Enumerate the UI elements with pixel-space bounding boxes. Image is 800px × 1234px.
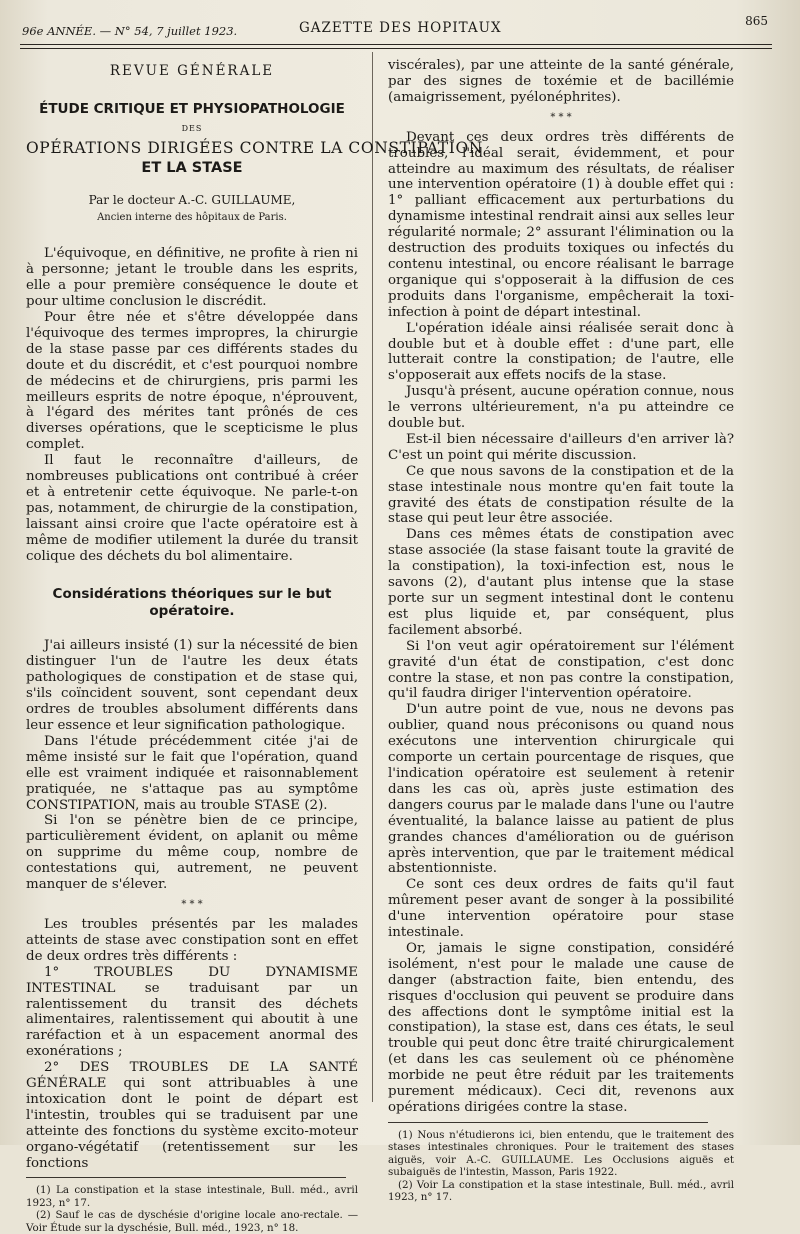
footnote-rule <box>388 1122 708 1123</box>
paragraph: Ce que nous savons de la constipation et de la stase intestinale nous montre qu'en fait toute la gravité des états de constipation résulte de la stase qui peut leur être associée. <box>388 463 734 527</box>
article-title-des: DES <box>181 123 203 133</box>
paragraph: Si l'on se pénètre bien de ce principe, particulièrement évident, on aplanit ou même on supprime du même coup, nombre de contestations qui, autrement, ne peuvent manquer de s'élever. <box>26 813 358 893</box>
issue-info: 96e ANNÉE. — N° 54, 7 juillet 1923. <box>22 24 238 38</box>
left-column <box>26 58 483 1234</box>
column-divider <box>372 52 373 1102</box>
paragraph: Dans ces mêmes états de constipation avec stase associée (la stase faisant toute la gravité de la constipation), la toxi-infection est, nous le savons (2), d'autant plus intense que la stase porte sur un segment intestinal dont le contenu est plus liquide et, par conséquent, plus facilement absorbé. <box>388 527 734 638</box>
article-title-line3: ET LA STASE <box>141 159 243 176</box>
paragraph: Dans l'étude précédemment citée j'ai de même insisté sur le fait que l'opération, quand elle est vraiment indiquée et raisonnablement pratiquée, ne s'attaque pas au symptôme CONSTIPATION, mais au trouble STASE (2). <box>26 733 358 813</box>
paragraph: D'un autre point de vue, nous ne devons pas oublier, quand nous préconisons ou quand nous exécutons une intervention chirurgicale qui comporte un certain pourcentage de risques, que l'indication opératoire est seulement à retenir dans les cas où, après juste estimation des dangers courus par le malade dans l'une ou l'autre éventualité, la balance laisse au patient de plus grandes chances d'amélioration ou de guérison après intervention, que par le traitement médical abstentionniste. <box>388 702 734 877</box>
header-rule <box>20 44 772 45</box>
paragraph: L'opération idéale ainsi réalisée serait donc à double but et à double effet : d'une part, elle lutterait contre la constipation; de l'autre, elle s'opposerait aux effets nocifs de la stase. <box>388 320 734 384</box>
paragraph: Est-il bien nécessaire d'ailleurs d'en arriver là? C'est un point qui mérite discussion. <box>388 431 734 463</box>
section-stars: * * * <box>181 898 203 910</box>
paragraph: L'équivoque, en définitive, ne profite à rien ni à personne; jetant le trouble dans les esprits, elle a pour première conséquence le doute et pour ultime conclusion le discrédit. <box>26 246 358 310</box>
header-rule-thin <box>20 48 772 49</box>
paragraph: 2° DES TROUBLES DE LA SANTÉ GÉNÉRALE qui sont attribuables à une intoxication dont le point de départ est l'intestin, troubles qui se traduisent par une atteinte des fonctions du système excito-moteur organo-végétatif (retentissement sur les fonctions <box>26 1060 358 1171</box>
article-author: Par le docteur A.-C. GUILLAUME, <box>88 192 296 207</box>
footnote: (1) Nous n'étudierons ici, bien entendu, que le traitement des stases intestinales chroniques. Pour le traitement des stases aiguës, voir A.-C. GUILLAUME. Les Occlusions aiguës et subaiguës de l'intestin, Masson, Paris 1922. <box>388 1128 734 1179</box>
paragraph: J'ai ailleurs insisté (1) sur la nécessité de bien distinguer l'un de l'autre les deux états pathologiques de constipation et de stase qui, s'ils coïncident souvent, sont cependant deux ordres de troubles absolument différents dans leur essence et leur signification pathologique. <box>26 638 358 733</box>
footnote: (1) La constipation et la stase intestinale, Bull. méd., avril 1923, n° 17. <box>26 1184 358 1209</box>
journal-title: GAZETTE DES HOPITAUX <box>299 20 502 36</box>
paragraph: Or, jamais le signe constipation, considéré isolément, n'est pour le malade une cause de danger (abstraction faite, bien entendu, des risques d'occlusion qui peuvent se produire dans des affections dont le symptôme initial est la constipation), la stase est, dans ces états, le seul trouble qui peut donc être traité chirurgicalement (et dans les cas seulement où ce phénomène morbide ne peut être réduit par les traitements purement médicaux). Ceci dit, revenons aux opérations dirigées contre la stase. <box>388 940 734 1115</box>
footnote: (2) Voir La constipation et la stase intestinale, Bull. méd., avril 1923, n° 17. <box>388 1178 734 1204</box>
right-column <box>388 58 734 1204</box>
section-stars: * * * <box>550 111 572 123</box>
subsection-heading: Considérations théoriques sur le but opératoire. <box>52 586 332 620</box>
paragraph: viscérales), par une atteinte de la santé générale, par des signes de toxémie et de bacillémie (amaigrissement, pyélonéphrites). <box>388 58 734 105</box>
running-head <box>14 10 768 40</box>
footnote-rule <box>26 1177 346 1178</box>
paragraph: Pour être née et s'être développée dans l'équivoque des termes impropres, la chirurgie de la stase passe par ces différents stades du doute et du discrédit, et c'est pourquoi nombre de médecins et de chirurgiens, pris parmi les meilleurs esprits de notre époque, n'éprouvent, à l'égard des mérites tant prônés de ces diverses opérations, que le scepticisme le plus complet. <box>26 309 358 453</box>
paragraph: Jusqu'à présent, aucune opération connue, nous le verrons ultérieurement, n'a pu atteindre ce double but. <box>388 384 734 432</box>
paragraph: Ce sont ces deux ordres de faits qu'il faut mûrement peser avant de songer à la possibilité d'une intervention opératoire pour stase intestinale. <box>388 877 734 941</box>
article-title-line1: ÉTUDE CRITIQUE ET PHYSIOPATHOLOGIE <box>39 100 345 117</box>
author-affiliation: Ancien interne des hôpitaux de Paris. <box>97 212 287 224</box>
paragraph: Les troubles présentés par les malades atteints de stase avec constipation sont en effet de deux ordres très différents : <box>26 916 358 964</box>
footnote: (2) Sauf le cas de dyschésie d'origine locale ano-rectale. — Voir Étude sur la dyschésie, Bull. méd., 1923, n° 18. <box>26 1209 358 1234</box>
paragraph: 1° TROUBLES DU DYNAMISME INTESTINAL se traduisant par un ralentissement du transit des déchets alimentaires, ralentissement qui aboutit à une raréfaction et à un espacement anormal des exonérations ; <box>26 964 358 1060</box>
paragraph: Si l'on veut agir opératoirement sur l'élément gravité d'un état de constipation, c'est donc contre la stase, et non pas contre la constipation, qu'il faudra diriger l'intervention opératoire. <box>388 638 734 702</box>
paragraph: Devant ces deux ordres très différents de troubles, l'idéal serait, évidemment, et pour atteindre au maximum des résultats, de réaliser une intervention opératoire (1) à double effet qui : 1° palliant efficacement aux perturbations du dynamisme intestinal rendrait ainsi aux selles leur régularité normale; 2° assurant l'élimination ou la destruction des produits toxiques ou infectés du contenu intestinal, ou encore réalisant le barrage organique qui s'opposerait à la diffusion de ces produits dans l'organisme, empêcherait la toxi-infection à point de départ intestinal. <box>388 129 734 320</box>
page-number: 865 <box>745 14 768 28</box>
paragraph: Il faut le reconnaître d'ailleurs, de nombreuses publications ont contribué à créer et à entretenir cette équivoque. Ne parle-t-on pas, notamment, de chirurgie de la constipation, laissant ainsi croire que l'acte opératoire est à même de modifier utilement la durée du transit colique des déchets du bol alimentaire. <box>26 453 358 564</box>
article-title-line2: OPÉRATIONS DIRIGÉES CONTRE LA CONSTIPATION <box>26 138 483 157</box>
section-heading: REVUE GÉNÉRALE <box>109 63 275 79</box>
